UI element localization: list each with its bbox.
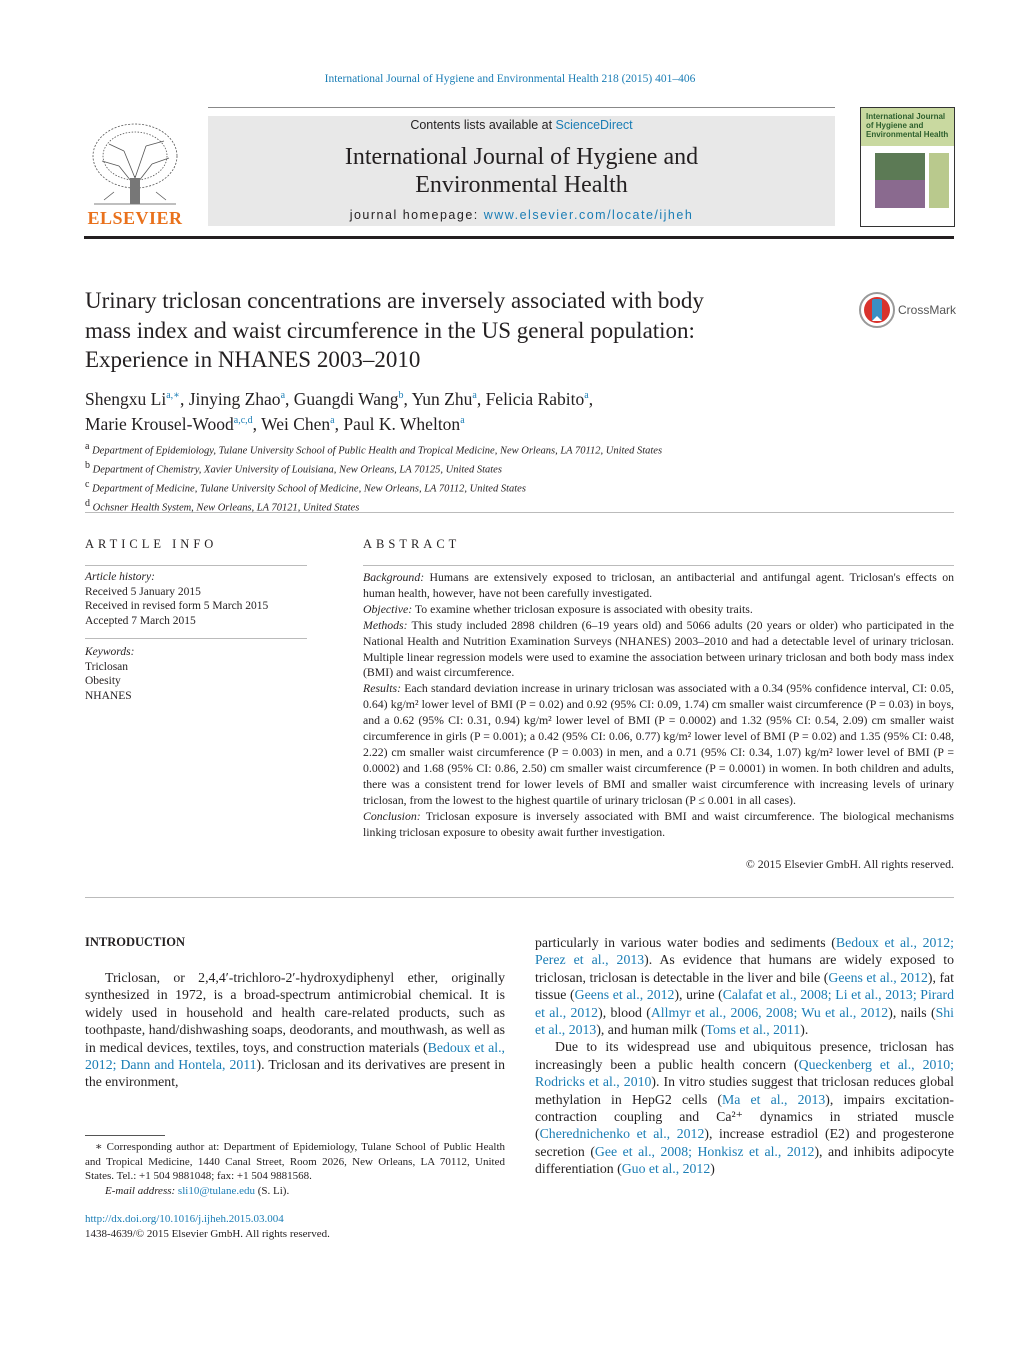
citation-link[interactable]: Shi et al., 2013: [535, 1004, 954, 1038]
objective-text: To examine whether triclosan exposure is associated with obesity traits.: [414, 601, 753, 616]
citation-link[interactable]: Toms et al., 2011: [705, 1022, 801, 1038]
author-separator: ,: [285, 388, 294, 409]
keyword: NHANES: [85, 689, 132, 702]
affiliation-text: Ochsner Health System, New Orleans, LA 70121, United States: [90, 502, 360, 514]
affiliation-item: [85, 459, 945, 478]
affiliations: [85, 440, 945, 516]
citation-link[interactable]: Guo et al., 2012: [621, 1161, 711, 1177]
methods-label: Methods:: [363, 617, 408, 632]
author-name: Felicia Rabito: [485, 388, 585, 409]
abstract-background: [363, 570, 954, 602]
journal-title-line2: Environmental Health: [415, 172, 628, 198]
corresponding-author-footnote: [85, 1140, 505, 1198]
affiliation-item: [85, 478, 945, 497]
title-line3: Experience in NHANES 2003–2010: [85, 347, 421, 372]
elsevier-wordmark: ELSEVIER: [87, 208, 183, 228]
results-text: Each standard deviation increase in urinary triclosan was associated with a 0.34 (95% confidence interval, CI: 0.05, 0.64) kg/m² lower level of BMI (P = 0.02) and 0.92 (95% CI: 0.09, 1.74) cm smaller waist circumference (P = 0.03) in boys, and a 0.62 (95% CI: 0.31, 0.94) kg/m² lower level of BMI (P = 0.0002) and 1.32 (95% CI: 0.54, 2.09) cm smaller waist circumference in girls (P = 0.001); a 0.42 (95% CI: 0.06, 0.77) kg/m² lower level of BMI (P = 0.02) and 1.35 (95% CI: 0.48, 2.22) cm smaller waist circumference (P = 0.003) in men, and a 0.71 (95% CI: 0.34, 1.07) kg/m² lower level of BMI (P = 0.0002) and 1.68 (95% CI: 0.86, 2.50) cm smaller waist circumference (P = 0.0001) in women. In both children and adults, there was a consistent trend for lower levels of BMI and smaller waist circumference with increasing levels of urinary triclosan, from the lowest to the highest quartile of urinary triclosan (P ≤ 0.001 in all cases).: [363, 681, 954, 807]
affiliation-item: [85, 440, 945, 459]
homepage-link[interactable]: www.elsevier.com/locate/ijheh: [483, 208, 694, 222]
body-text: ).: [800, 1022, 809, 1038]
author-affiliation-marker[interactable]: a: [460, 414, 465, 426]
abstract-objective: [363, 602, 954, 618]
author-name: Jinying Zhao: [188, 388, 281, 409]
body-right-column: [535, 934, 954, 1178]
running-head: International Journal of Hygiene and Environmental Health 218 (2015) 401–406: [324, 73, 696, 85]
conclusion-text: Triclosan exposure is inversely associated with BMI and waist circumference. The biological mechanisms linking triclosan exposure to obesity await further investigation.: [363, 808, 954, 839]
history-label: Article history:: [85, 571, 155, 583]
author-separator: ,: [334, 413, 344, 434]
author-name: Guangdi Wang: [293, 388, 399, 409]
author-affiliation-marker[interactable]: a: [584, 390, 589, 401]
body-text: ): [710, 1161, 715, 1177]
article-info-rule: [85, 565, 307, 566]
conclusion-label: Conclusion:: [363, 808, 421, 823]
keywords-block: [85, 645, 307, 703]
article-history: [85, 570, 307, 628]
introduction-heading: INTRODUCTION: [85, 935, 186, 949]
footnote-rule: [85, 1135, 165, 1136]
corresponding-text: ∗ Corresponding author at: Department of Epidemiology, Tulane School of Public Health and Tropical Medicine, 1440 Canal Street, Room 2026, New Orleans, LA 70112, United States. Tel.: +1 504 9881048; fax: +1 504 9881568.: [85, 1141, 505, 1183]
author-separator: ,: [403, 388, 412, 409]
body-text: ), impairs excitation-contraction coupling and Ca²⁺ dynamics in striated muscle (: [535, 1091, 954, 1142]
body-text: particularly in various water bodies and sediments (: [535, 935, 836, 950]
citation-link[interactable]: Geens et al., 2012: [574, 987, 675, 1003]
email-line: [85, 1184, 505, 1199]
affiliation-text: Department of Medicine, Tulane University School of Medicine, New Orleans, LA 70112, United States: [89, 483, 526, 495]
cover-sidebar: [929, 153, 949, 208]
masthead-top-rule: [208, 107, 835, 108]
keyword: Triclosan: [85, 660, 129, 673]
body-text: ). As evidence that humans are widely exposed to triclosan, triclosan is detectable in the liver and bile (: [535, 952, 954, 985]
author-list: [85, 385, 905, 435]
cover-title: International Journal of Hygiene and Environmental Health: [866, 112, 949, 139]
body-text: ), increase estradiol (E2) and progesterone secretion (: [535, 1126, 954, 1159]
header-thick-rule: [84, 236, 954, 239]
abstract-conclusion: [363, 809, 954, 841]
journal-title-line1: International Journal of Hygiene and: [344, 144, 699, 170]
rule-above-info: [85, 512, 954, 513]
abstract-body: [363, 570, 954, 840]
journal-title: [208, 143, 835, 199]
affiliation-key: b: [85, 460, 90, 471]
rule-below-abstract: [85, 897, 954, 898]
author-affiliation-marker[interactable]: a,c,d: [233, 414, 253, 426]
author-affiliation-marker[interactable]: a: [472, 390, 477, 401]
contents-prefix: Contents lists available at: [410, 118, 556, 132]
abstract-heading: ABSTRACT: [363, 537, 461, 551]
accepted-date: Accepted 7 March 2015: [85, 614, 196, 627]
author-name: Yun Zhu: [411, 388, 473, 409]
revised-date: Received in revised form 5 March 2015: [85, 600, 269, 612]
author-affiliation-marker[interactable]: a: [330, 414, 335, 426]
doi-link[interactable]: http://dx.doi.org/10.1016/j.ijheh.2015.03.004: [85, 1213, 284, 1225]
sciencedirect-link[interactable]: ScienceDirect: [555, 118, 633, 132]
results-label: Results:: [363, 681, 402, 696]
objective-label: Objective:: [363, 601, 413, 616]
author-name: Marie Krousel-Wood: [85, 413, 234, 434]
email-link[interactable]: sli10@tulane.edu: [177, 1184, 255, 1197]
affiliation-item: [85, 497, 945, 516]
contents-line: [208, 118, 835, 132]
homepage-prefix: journal homepage:: [349, 208, 484, 222]
keywords-label: Keywords:: [85, 646, 135, 658]
issn-line: 1438-4639/© 2015 Elsevier GmbH. All rights reserved.: [85, 1228, 330, 1240]
abstract-rule: [363, 565, 954, 566]
title-line1: Urinary triclosan concentrations are inversely associated with body: [85, 288, 704, 313]
citation-link[interactable]: Bedoux et al., 2012; Dann and Hontela, 2011: [85, 1039, 505, 1073]
citation-link[interactable]: Bedoux et al., 2012; Perez et al., 2013: [535, 935, 954, 968]
author-affiliation-marker[interactable]: a,∗: [166, 390, 180, 401]
affiliation-key: a: [85, 441, 90, 452]
intro-paragraph-1: [85, 969, 505, 1091]
abstract-copyright: © 2015 Elsevier GmbH. All rights reserved.: [745, 857, 954, 871]
email-label: E-mail address:: [105, 1184, 178, 1197]
article-title: [85, 286, 825, 375]
background-label: Background:: [363, 570, 425, 584]
author-separator: ,: [252, 413, 262, 434]
intro-paragraph-1-cont: [535, 934, 954, 1038]
title-line2: mass index and waist circumference in the US general population:: [85, 317, 695, 343]
body-text: ), fat tissue (: [535, 969, 954, 1003]
crossmark-label: CrossMark: [898, 303, 957, 317]
body-text: ). In vitro studies suggest that triclosan reduces global methylation in HepG2 cells (: [535, 1074, 954, 1107]
affiliation-key: c: [85, 479, 90, 490]
citation-link[interactable]: Ma et al., 2013: [721, 1091, 826, 1107]
abstract-results: [363, 681, 954, 808]
authors-line2: [85, 410, 905, 435]
intro-paragraph-2: [535, 1038, 954, 1177]
body-left-column: [85, 969, 505, 1091]
keywords-rule: [85, 638, 307, 639]
affiliation-text: Department of Epidemiology, Tulane University School of Public Health and Tropical Medicine, New Orleans, LA 70112, United States: [89, 445, 663, 457]
body-text: ). Triclosan and its derivatives are present in the environment,: [85, 1057, 505, 1090]
citation-link[interactable]: Cherednichenko et al., 2012: [539, 1126, 705, 1142]
journal-homepage: [208, 208, 835, 222]
citation-link[interactable]: Queckenberg et al., 2010; Rodricks et al., 2010: [535, 1056, 954, 1090]
methods-text: This study included 2898 children (6–19 years old) and 5066 adults (20 years or older) who participated in the National Health and Nutrition Examination Surveys (NHANES) 2003–2010 and had a detectable level of urinary triclosan. Multiple linear regression models were used to examine the association between urinary triclosan and both body mass index (BMI) and waist circumference.: [363, 617, 954, 680]
received-date: Received 5 January 2015: [85, 585, 201, 598]
citation-link[interactable]: Calafat et al., 2008; Li et al., 2013; Pirard et al., 2012: [535, 987, 955, 1020]
body-text: ), blood (: [598, 1004, 651, 1020]
cover-photo-lower: [875, 180, 925, 208]
author-name: Wei Chen: [261, 413, 331, 434]
citation-link[interactable]: Gee et al., 2008; Honkisz et al., 2012: [594, 1143, 815, 1159]
body-text: ), urine (: [674, 987, 723, 1003]
authors-line1: [85, 385, 905, 410]
author-separator: ,: [476, 388, 486, 409]
abstract-methods: [363, 618, 954, 682]
crossmark-icon[interactable]: [858, 291, 896, 329]
author-separator: ,: [179, 388, 189, 409]
background-text: Humans are extensively exposed to triclosan, an antibacterial and antifungal agent. Triclosan's effects on human health, however, have not been carefully investigated.: [363, 570, 954, 600]
body-text: ), and inhibits adipocyte differentiation (: [535, 1143, 954, 1177]
author-affiliation-marker[interactable]: a: [280, 390, 286, 401]
body-text: Triclosan, or 2,4,4′-trichloro-2′-hydroxydiphenyl ether, originally synthesized in 1972, is a broad-spectrum antimicrobial chemical. It is widely used in household and health care-related products, such as toothpaste, hand/dishwashing soaps, deodorants, and mouthwash, as well as in medical devices, textiles, toys, and construction materials (: [85, 970, 505, 1055]
citation-link[interactable]: Geens et al., 2012: [828, 969, 928, 985]
article-info-heading: ARTICLE INFO: [85, 537, 218, 551]
body-text: ), nails (: [888, 1004, 936, 1020]
doi-block: [85, 1212, 330, 1242]
author-affiliation-marker[interactable]: b: [398, 390, 404, 401]
author-name: Paul K. Whelton: [343, 413, 461, 434]
citation-link[interactable]: Allmyr et al., 2006, 2008; Wu et al., 2012: [650, 1004, 889, 1020]
author-name: Shengxu Li: [85, 388, 167, 409]
body-text: ), and human milk (: [596, 1022, 706, 1038]
body-text: Due to its widespread use and ubiquitous presence, triclosan has increasingly been a public health concern (: [535, 1039, 954, 1072]
journal-masthead: [208, 116, 835, 226]
affiliation-text: Department of Chemistry, Xavier University of Louisiana, New Orleans, LA 70125, United States: [90, 464, 502, 476]
author-separator: ,: [588, 388, 594, 409]
email-suffix: (S. Li).: [254, 1184, 290, 1197]
keyword: Obesity: [85, 675, 121, 687]
affiliation-key: d: [85, 498, 90, 509]
journal-cover-thumbnail[interactable]: [860, 107, 955, 227]
